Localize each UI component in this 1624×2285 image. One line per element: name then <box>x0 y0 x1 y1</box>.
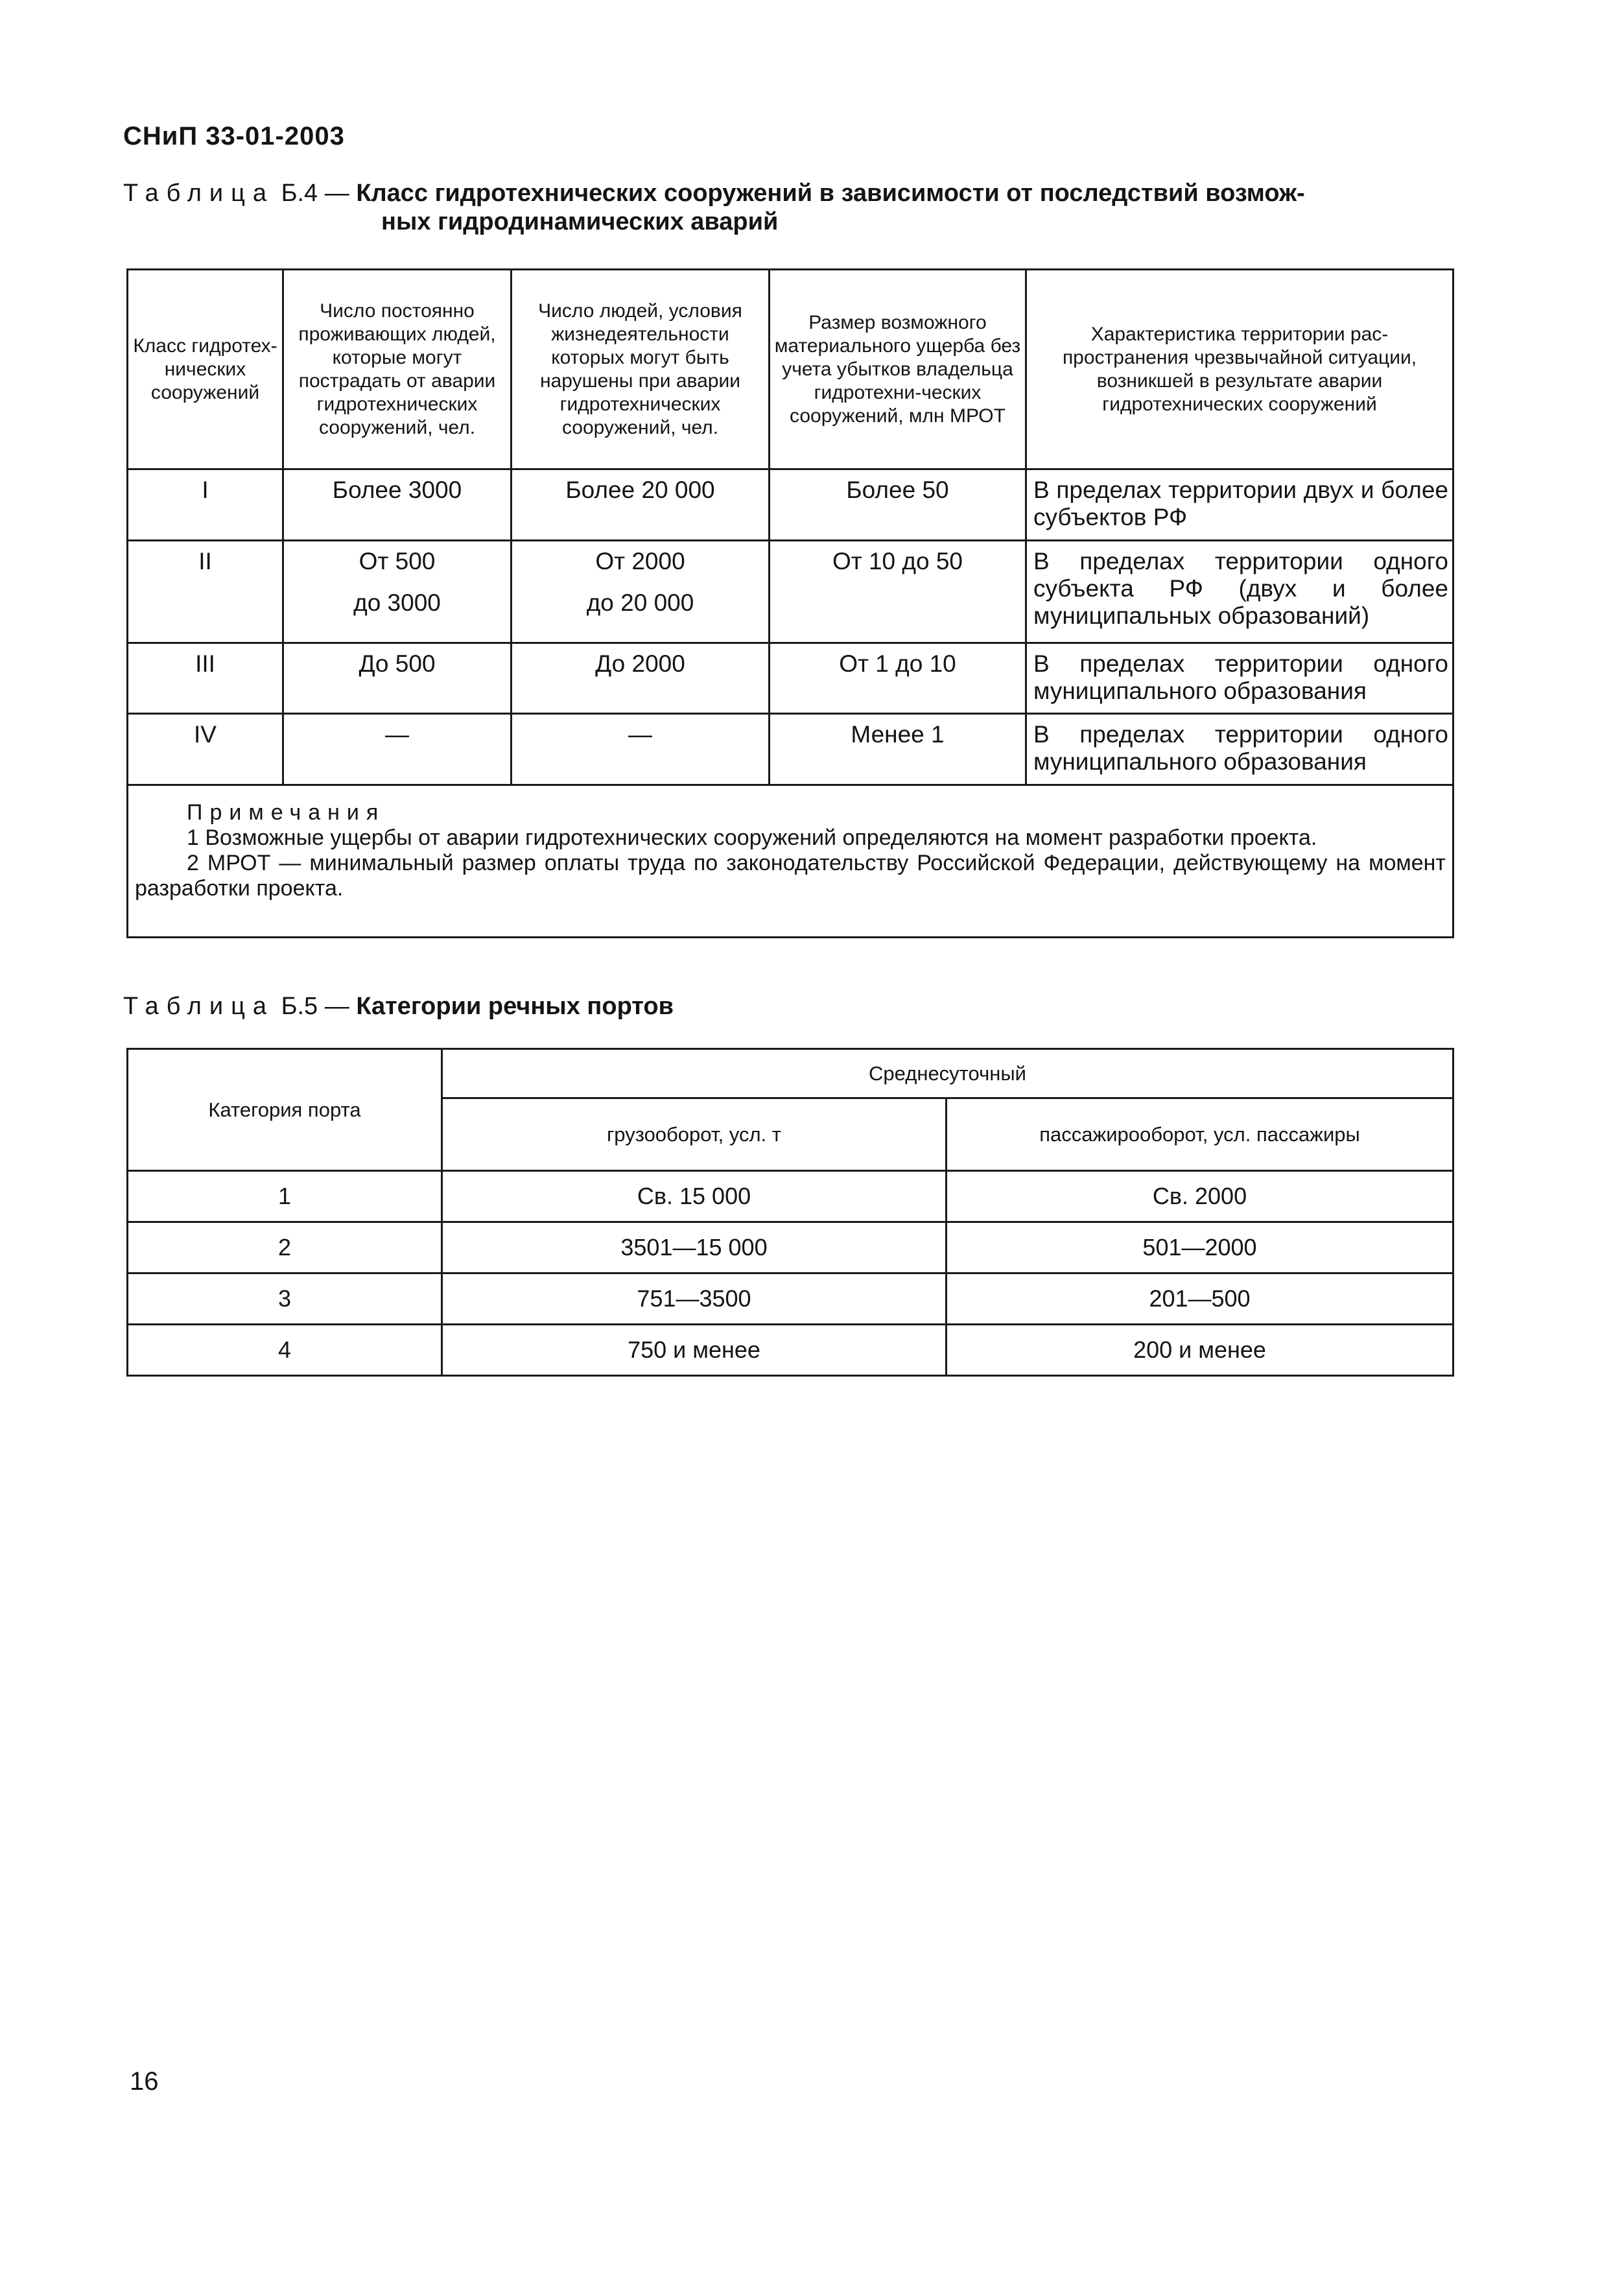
header-affected-people: Число людей, условия жизнедеятельности которых могут быть нарушены при аварии гидротехнических сооружений, чел. <box>512 270 770 469</box>
table-row <box>128 643 1453 714</box>
notes-title: Примечания <box>187 800 386 825</box>
caption-title-line1: Класс гидротехнических сооружений в зависимости от последствий возмож- <box>356 180 1305 207</box>
cell-affected: До 2000 <box>512 643 770 714</box>
caption-prefix: Таблица <box>123 180 274 207</box>
notes-row <box>128 785 1453 938</box>
cell-affected: — <box>512 714 770 785</box>
header-resident-people: Число постоянно проживающих людей, которые могут пострадать от аварии гидротехнических сооружений, чел. <box>283 270 512 469</box>
cell-territory: В пределах территории одного муниципального образования <box>1026 714 1453 785</box>
table-row <box>128 714 1453 785</box>
header-port-category: Категория порта <box>128 1049 442 1171</box>
cell-affected-from: От 2000 <box>595 548 685 574</box>
cell-cargo: 751—3500 <box>442 1273 947 1325</box>
table-row <box>128 1325 1453 1376</box>
cell-affected-to: до 20 000 <box>586 589 694 616</box>
cell-territory: В пределах территории одного субъекта РФ (двух и более муниципальных образований) <box>1026 541 1453 643</box>
table-b4-caption <box>123 179 1459 236</box>
table-row <box>128 1222 1453 1273</box>
cell-affected <box>512 541 770 643</box>
cell-class: I <box>128 469 283 541</box>
header-daily-average: Среднесуточный <box>442 1049 1453 1098</box>
table-b4 <box>126 268 1454 938</box>
caption-prefix: Таблица <box>123 993 274 1020</box>
table-header-row <box>128 270 1453 469</box>
cell-category: 1 <box>128 1171 442 1222</box>
caption-number: Б.5 — <box>281 993 349 1020</box>
table-b5 <box>126 1048 1454 1377</box>
cell-damage: От 10 до 50 <box>770 541 1026 643</box>
header-territory: Характеристика территории рас-пространения чрезвычайной ситуации, возникшей в результате аварии гидротехнических сооружений <box>1026 270 1453 469</box>
cell-damage: Менее 1 <box>770 714 1026 785</box>
cell-territory: В пределах территории двух и более субъектов РФ <box>1026 469 1453 541</box>
notes-cell <box>128 785 1453 938</box>
header-passenger-turnover: пассажирооборот, усл. пассажиры <box>947 1098 1453 1171</box>
cell-category: 4 <box>128 1325 442 1376</box>
table-row <box>128 541 1453 643</box>
caption-number: Б.4 — <box>281 180 349 207</box>
header-cargo-turnover: грузооборот, усл. т <box>442 1098 947 1171</box>
cell-affected: Более 20 000 <box>512 469 770 541</box>
cell-resident-to: до 3000 <box>353 589 441 616</box>
cell-class: IV <box>128 714 283 785</box>
caption-title-line2: ных гидродинамических аварий <box>381 208 779 235</box>
cell-territory: В пределах территории одного муниципального образования <box>1026 643 1453 714</box>
cell-resident: — <box>283 714 512 785</box>
caption-title: Категории речных портов <box>356 993 674 1020</box>
cell-class: III <box>128 643 283 714</box>
page-number: 16 <box>130 2067 159 2096</box>
table-b5-caption <box>123 992 674 1021</box>
cell-resident <box>283 541 512 643</box>
note-2: 2 МРОТ — минимальный размер оплаты труда по законодательству Российской Федерации, действующему на момент разработки проекта. <box>135 851 1446 901</box>
table-row <box>128 1171 1453 1222</box>
table-row <box>128 469 1453 541</box>
header-class: Класс гидротех-нических сооружений <box>128 270 283 469</box>
table-row <box>128 1273 1453 1325</box>
cell-damage: От 1 до 10 <box>770 643 1026 714</box>
cell-resident: Более 3000 <box>283 469 512 541</box>
cell-passenger: 501—2000 <box>947 1222 1453 1273</box>
cell-resident-from: От 500 <box>359 548 436 574</box>
cell-category: 2 <box>128 1222 442 1273</box>
table-header-row <box>128 1049 1453 1098</box>
cell-passenger: Св. 2000 <box>947 1171 1453 1222</box>
cell-cargo: Св. 15 000 <box>442 1171 947 1222</box>
document-code: СНиП 33-01-2003 <box>123 122 345 150</box>
cell-resident: До 500 <box>283 643 512 714</box>
cell-class: II <box>128 541 283 643</box>
cell-passenger: 201—500 <box>947 1273 1453 1325</box>
cell-category: 3 <box>128 1273 442 1325</box>
header-material-damage: Размер возможного материального ущерба без учета убытков владельца гидротехни-ческих сооружений, млн МРОТ <box>770 270 1026 469</box>
cell-damage: Более 50 <box>770 469 1026 541</box>
cell-passenger: 200 и менее <box>947 1325 1453 1376</box>
note-1: 1 Возможные ущербы от аварии гидротехнических сооружений определяются на момент разработки проекта. <box>187 825 1317 850</box>
cell-cargo: 3501—15 000 <box>442 1222 947 1273</box>
cell-cargo: 750 и менее <box>442 1325 947 1376</box>
